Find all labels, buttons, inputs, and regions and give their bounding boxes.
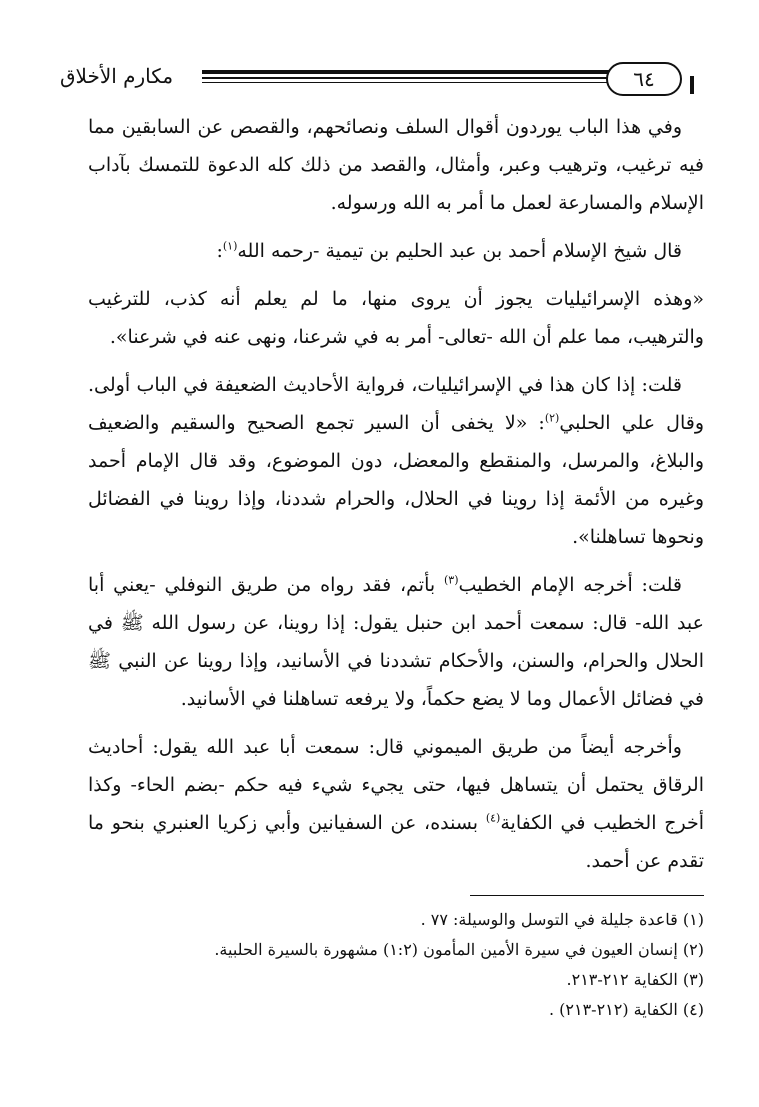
- footnotes: [88, 905, 704, 1025]
- paragraph-text: قال شيخ الإسلام أحمد بن عبد الحليم بن تيمية -رحمه الله: [237, 240, 682, 262]
- footnote-ref: (١): [222, 239, 238, 253]
- footnote-separator: [470, 895, 704, 896]
- footnote-ref: (٣): [443, 573, 459, 587]
- header-ornament: [690, 76, 694, 94]
- footnote-ref: (٢): [544, 411, 560, 425]
- paragraph: [88, 566, 704, 718]
- footnote: (٢) إنسان العيون في سيرة الأمين المأمون (١:٢) مشهورة بالسيرة الحلبية.: [214, 940, 704, 959]
- header-rule: [202, 77, 672, 79]
- paragraph-text: قلت: إذا كان هذا في الإسرائيليات، فرواية الأحاديث الضعيفة في الباب أولى. وقال علي الحلبي: [88, 374, 704, 434]
- paragraph: [88, 366, 704, 556]
- paragraph: [88, 232, 704, 270]
- book-title: مكارم الأخلاق: [60, 64, 174, 88]
- paragraph-text: :: [216, 240, 223, 262]
- paragraph: وفي هذا الباب يوردون أقوال السلف ونصائحهم، والقصص عن السابقين مما فيه ترغيب، وترهيب وعبر، وأمثال، والقصد من ذلك كله الدعوة للتمسك بآداب الإسلام والمسارعة لعمل ما أمر به الله ورسوله.: [88, 116, 704, 214]
- footnote: (٤) الكفاية (٢١٢-٢١٣) .: [548, 1000, 704, 1019]
- page-number: ٦٤: [606, 62, 682, 96]
- paragraph-text: بأتم، فقد رواه من طريق النوفلي -يعني أبا عبد الله- قال: سمعت أحمد ابن حنبل يقول: إذا روينا، عن رسول الله ﷺ في الحلال والحرام، والسنن، والأحكام تشددنا في الأسانيد، وإذا روينا عن النبي ﷺ في فضائل الأعمال وما لا يضع حكماً، ولا يرفعه تساهلنا في الأسانيد.: [88, 574, 704, 710]
- paragraph-text: وأخرجه أيضاً من طريق الميموني قال: سمعت أبا عبد الله يقول: أحاديث الرقاق يحتمل أن يتساهل فيها، حتى يجيء شيء فيه حكم -بضم الحاء- وكذا أخرج الخطيب في الكفاية: [88, 736, 704, 834]
- running-header: [60, 60, 704, 100]
- paragraph: [88, 728, 704, 880]
- paragraph-text: قلت: أخرجه الإمام الخطيب: [458, 574, 682, 596]
- header-rule: [202, 70, 672, 74]
- paragraph-text: : «لا يخفى أن السير تجمع الصحيح والسقيم والضعيف والبلاغ، والمرسل، والمنقطع والمعضل، دون الموضوع، وقد قال الإمام أحمد وغيره من الأئمة إذا روينا في الحلال، والحرام شددنا، وإذا روينا في الفضائل ونحوها تساهلنا».: [88, 412, 704, 548]
- quote-paragraph: «وهذه الإسرائيليات يجوز أن يروى منها، ما لم يعلم أنه كذب، للترغيب والترهيب، مما علم أن الله -تعالى- أمر به في شرعنا، ونهى عنه في شرعنا».: [88, 288, 704, 348]
- footnote-ref: (٤): [485, 811, 501, 825]
- paragraph-text: بسنده، عن السفيانين وأبي زكريا العنبري بنحو ما تقدم عن أحمد.: [88, 812, 704, 872]
- footnote: (٣) الكفاية ٢١٢-٢١٣.: [566, 970, 704, 989]
- body-text: [88, 108, 704, 890]
- header-rule: [202, 82, 672, 83]
- footnote: (١) قاعدة جليلة في التوسل والوسيلة: ٧٧ .: [420, 910, 704, 929]
